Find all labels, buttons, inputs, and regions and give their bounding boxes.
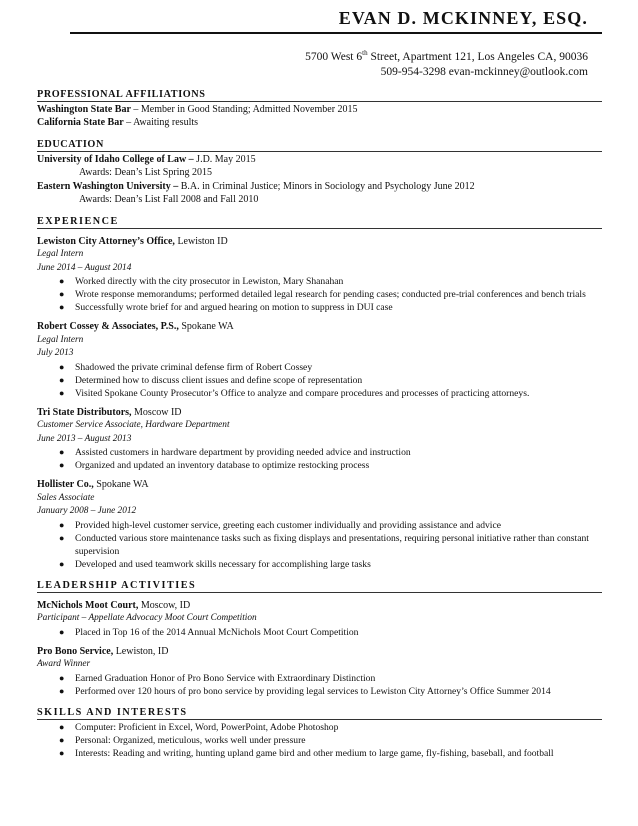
leadership-entry bbox=[37, 599, 602, 639]
job-bullets bbox=[37, 519, 602, 571]
list-item: ● Assisted customers in hardware department by providing needed advice and instruction bbox=[59, 447, 411, 459]
affiliations-section bbox=[37, 88, 602, 130]
list-item: ● Worked directly with the city prosecutor in Lewiston, Mary Shanahan bbox=[59, 276, 344, 288]
affiliation-item: California State Bar – Awaiting results bbox=[37, 117, 199, 129]
bullet-icon: ● bbox=[59, 460, 65, 471]
bullet-icon: ● bbox=[59, 519, 65, 530]
section-title: LEADERSHIP ACTIVITIES bbox=[37, 579, 197, 591]
job-entry bbox=[37, 320, 602, 400]
employer-line: Lewiston City Attorney’s Office, Lewiston ID bbox=[37, 235, 228, 247]
job-bullets bbox=[37, 446, 602, 472]
experience-section bbox=[37, 215, 602, 571]
header-divider bbox=[70, 32, 602, 34]
section-divider bbox=[37, 592, 602, 593]
section-title: PROFESSIONAL AFFILIATIONS bbox=[37, 88, 206, 100]
bullet-icon: ● bbox=[59, 685, 65, 696]
awards-line: Awards: Dean’s List Fall 2008 and Fall 2010 bbox=[79, 194, 259, 206]
job-role: Sales Associate bbox=[37, 492, 95, 503]
bullet-icon: ● bbox=[59, 276, 65, 287]
list-item: ● Successfully wrote brief for and argued hearing on motion to suppress in DUI case bbox=[59, 302, 393, 314]
list-item: ● Determined how to discuss client issues and define scope of representation bbox=[59, 374, 363, 386]
leadership-bullets bbox=[37, 626, 602, 639]
bullet-icon: ● bbox=[59, 361, 65, 372]
job-dates: January 2008 – June 2012 bbox=[37, 506, 137, 517]
section-title: EXPERIENCE bbox=[37, 215, 119, 227]
bullet-icon: ● bbox=[59, 558, 65, 569]
school-line: Eastern Washington University – B.A. in Criminal Justice; Minors in Sociology and Psychology June 2012 bbox=[37, 180, 475, 192]
leadership-bullets bbox=[37, 672, 602, 698]
list-item: ● Placed in Top 16 of the 2014 Annual McNichols Moot Court Competition bbox=[59, 626, 359, 638]
job-bullets bbox=[37, 275, 602, 314]
section-divider bbox=[37, 101, 602, 102]
section-divider bbox=[37, 719, 602, 720]
leadership-role: Award Winner bbox=[37, 659, 91, 670]
awards-line: Awards: Dean’s List Spring 2015 bbox=[79, 167, 212, 179]
skills-section bbox=[37, 706, 602, 760]
leadership-entry bbox=[37, 645, 602, 698]
list-item: ● Conducted various store maintenance tasks such as fixing displays and presentations, requiring personal initiative rather than constant supervision bbox=[59, 532, 589, 557]
list-item: ● Interests: Reading and writing, hunting upland game bird and other medium to large game, fly-fishing, baseball, and football bbox=[59, 747, 554, 759]
org-line: Pro Bono Service, Lewiston, ID bbox=[37, 645, 169, 657]
org-line: McNichols Moot Court, Moscow, ID bbox=[37, 599, 191, 611]
list-item: ● Visited Spokane County Prosecutor’s Office to analyze and compare procedures and processes of practicing attorneys. bbox=[59, 387, 530, 399]
job-dates: July 2013 bbox=[37, 348, 74, 359]
job-bullets bbox=[37, 361, 602, 400]
header bbox=[37, 0, 602, 40]
bullet-icon: ● bbox=[59, 721, 65, 732]
resume-page bbox=[37, 0, 602, 760]
job-entry bbox=[37, 478, 602, 571]
job-dates: June 2013 – August 2013 bbox=[37, 433, 132, 444]
employer-line: Hollister Co., Spokane WA bbox=[37, 479, 149, 491]
bullet-icon: ● bbox=[59, 626, 65, 637]
affiliation-item: Washington State Bar – Member in Good Standing; Admitted November 2015 bbox=[37, 103, 358, 115]
job-dates: June 2014 – August 2014 bbox=[37, 262, 132, 273]
bullet-icon: ● bbox=[59, 747, 65, 758]
list-item: ● Earned Graduation Honor of Pro Bono Service with Extraordinary Distinction bbox=[59, 672, 376, 684]
candidate-name: EVAN D. MCKINNEY, ESQ. bbox=[338, 8, 588, 28]
bullet-icon: ● bbox=[59, 734, 65, 745]
section-divider bbox=[37, 151, 602, 152]
list-item: ● Shadowed the private criminal defense firm of Robert Cossey bbox=[59, 361, 313, 373]
education-section bbox=[37, 138, 602, 207]
leadership-role: Participant – Appellate Advocacy Moot Court Competition bbox=[37, 613, 257, 624]
job-role: Customer Service Associate, Hardware Department bbox=[37, 420, 230, 431]
leadership-section bbox=[37, 579, 602, 698]
list-item: ● Organized and updated an inventory database to optimize restocking process bbox=[59, 460, 370, 472]
list-item: ● Provided high-level customer service, greeting each customer individually and providing assistance and advice bbox=[59, 519, 501, 531]
bullet-icon: ● bbox=[59, 302, 65, 313]
bullet-icon: ● bbox=[59, 289, 65, 300]
bullet-icon: ● bbox=[59, 387, 65, 398]
list-item: ● Wrote response memorandums; performed detailed legal research for pending cases; conducted pre-trial conferences and bench trials bbox=[59, 289, 586, 301]
section-title: EDUCATION bbox=[37, 138, 104, 150]
bullet-icon: ● bbox=[59, 532, 65, 543]
bullet-icon: ● bbox=[59, 447, 65, 458]
employer-line: Tri State Distributors, Moscow ID bbox=[37, 406, 182, 418]
employer-line: Robert Cossey & Associates, P.S., Spokane WA bbox=[37, 321, 234, 333]
job-entry bbox=[37, 406, 602, 473]
section-title: SKILLS AND INTERESTS bbox=[37, 706, 188, 718]
list-item: ● Performed over 120 hours of pro bono service by providing legal services to Lewiston City Attorney’s Office Summer 2014 bbox=[59, 685, 551, 697]
list-item: ● Developed and used teamwork skills necessary for accomplishing large tasks bbox=[59, 558, 371, 570]
section-divider bbox=[37, 228, 602, 229]
bullet-icon: ● bbox=[59, 374, 65, 385]
skills-bullets bbox=[37, 721, 602, 760]
address-line: 5700 West 6th Street, Apartment 121, Los Angeles CA, 90036 bbox=[305, 49, 588, 63]
list-item: ● Computer: Proficient in Excel, Word, PowerPoint, Adobe Photoshop bbox=[59, 721, 339, 733]
school-line: University of Idaho College of Law – J.D. May 2015 bbox=[37, 153, 256, 165]
job-entry bbox=[37, 235, 602, 315]
bullet-icon: ● bbox=[59, 672, 65, 683]
job-role: Legal Intern bbox=[37, 334, 84, 345]
contact-block bbox=[37, 46, 602, 80]
list-item: ● Personal: Organized, meticulous, works well under pressure bbox=[59, 734, 306, 746]
job-role: Legal Intern bbox=[37, 249, 84, 260]
phone-email-line: 509-954-3298 evan-mckinney@outlook.com bbox=[380, 65, 588, 78]
